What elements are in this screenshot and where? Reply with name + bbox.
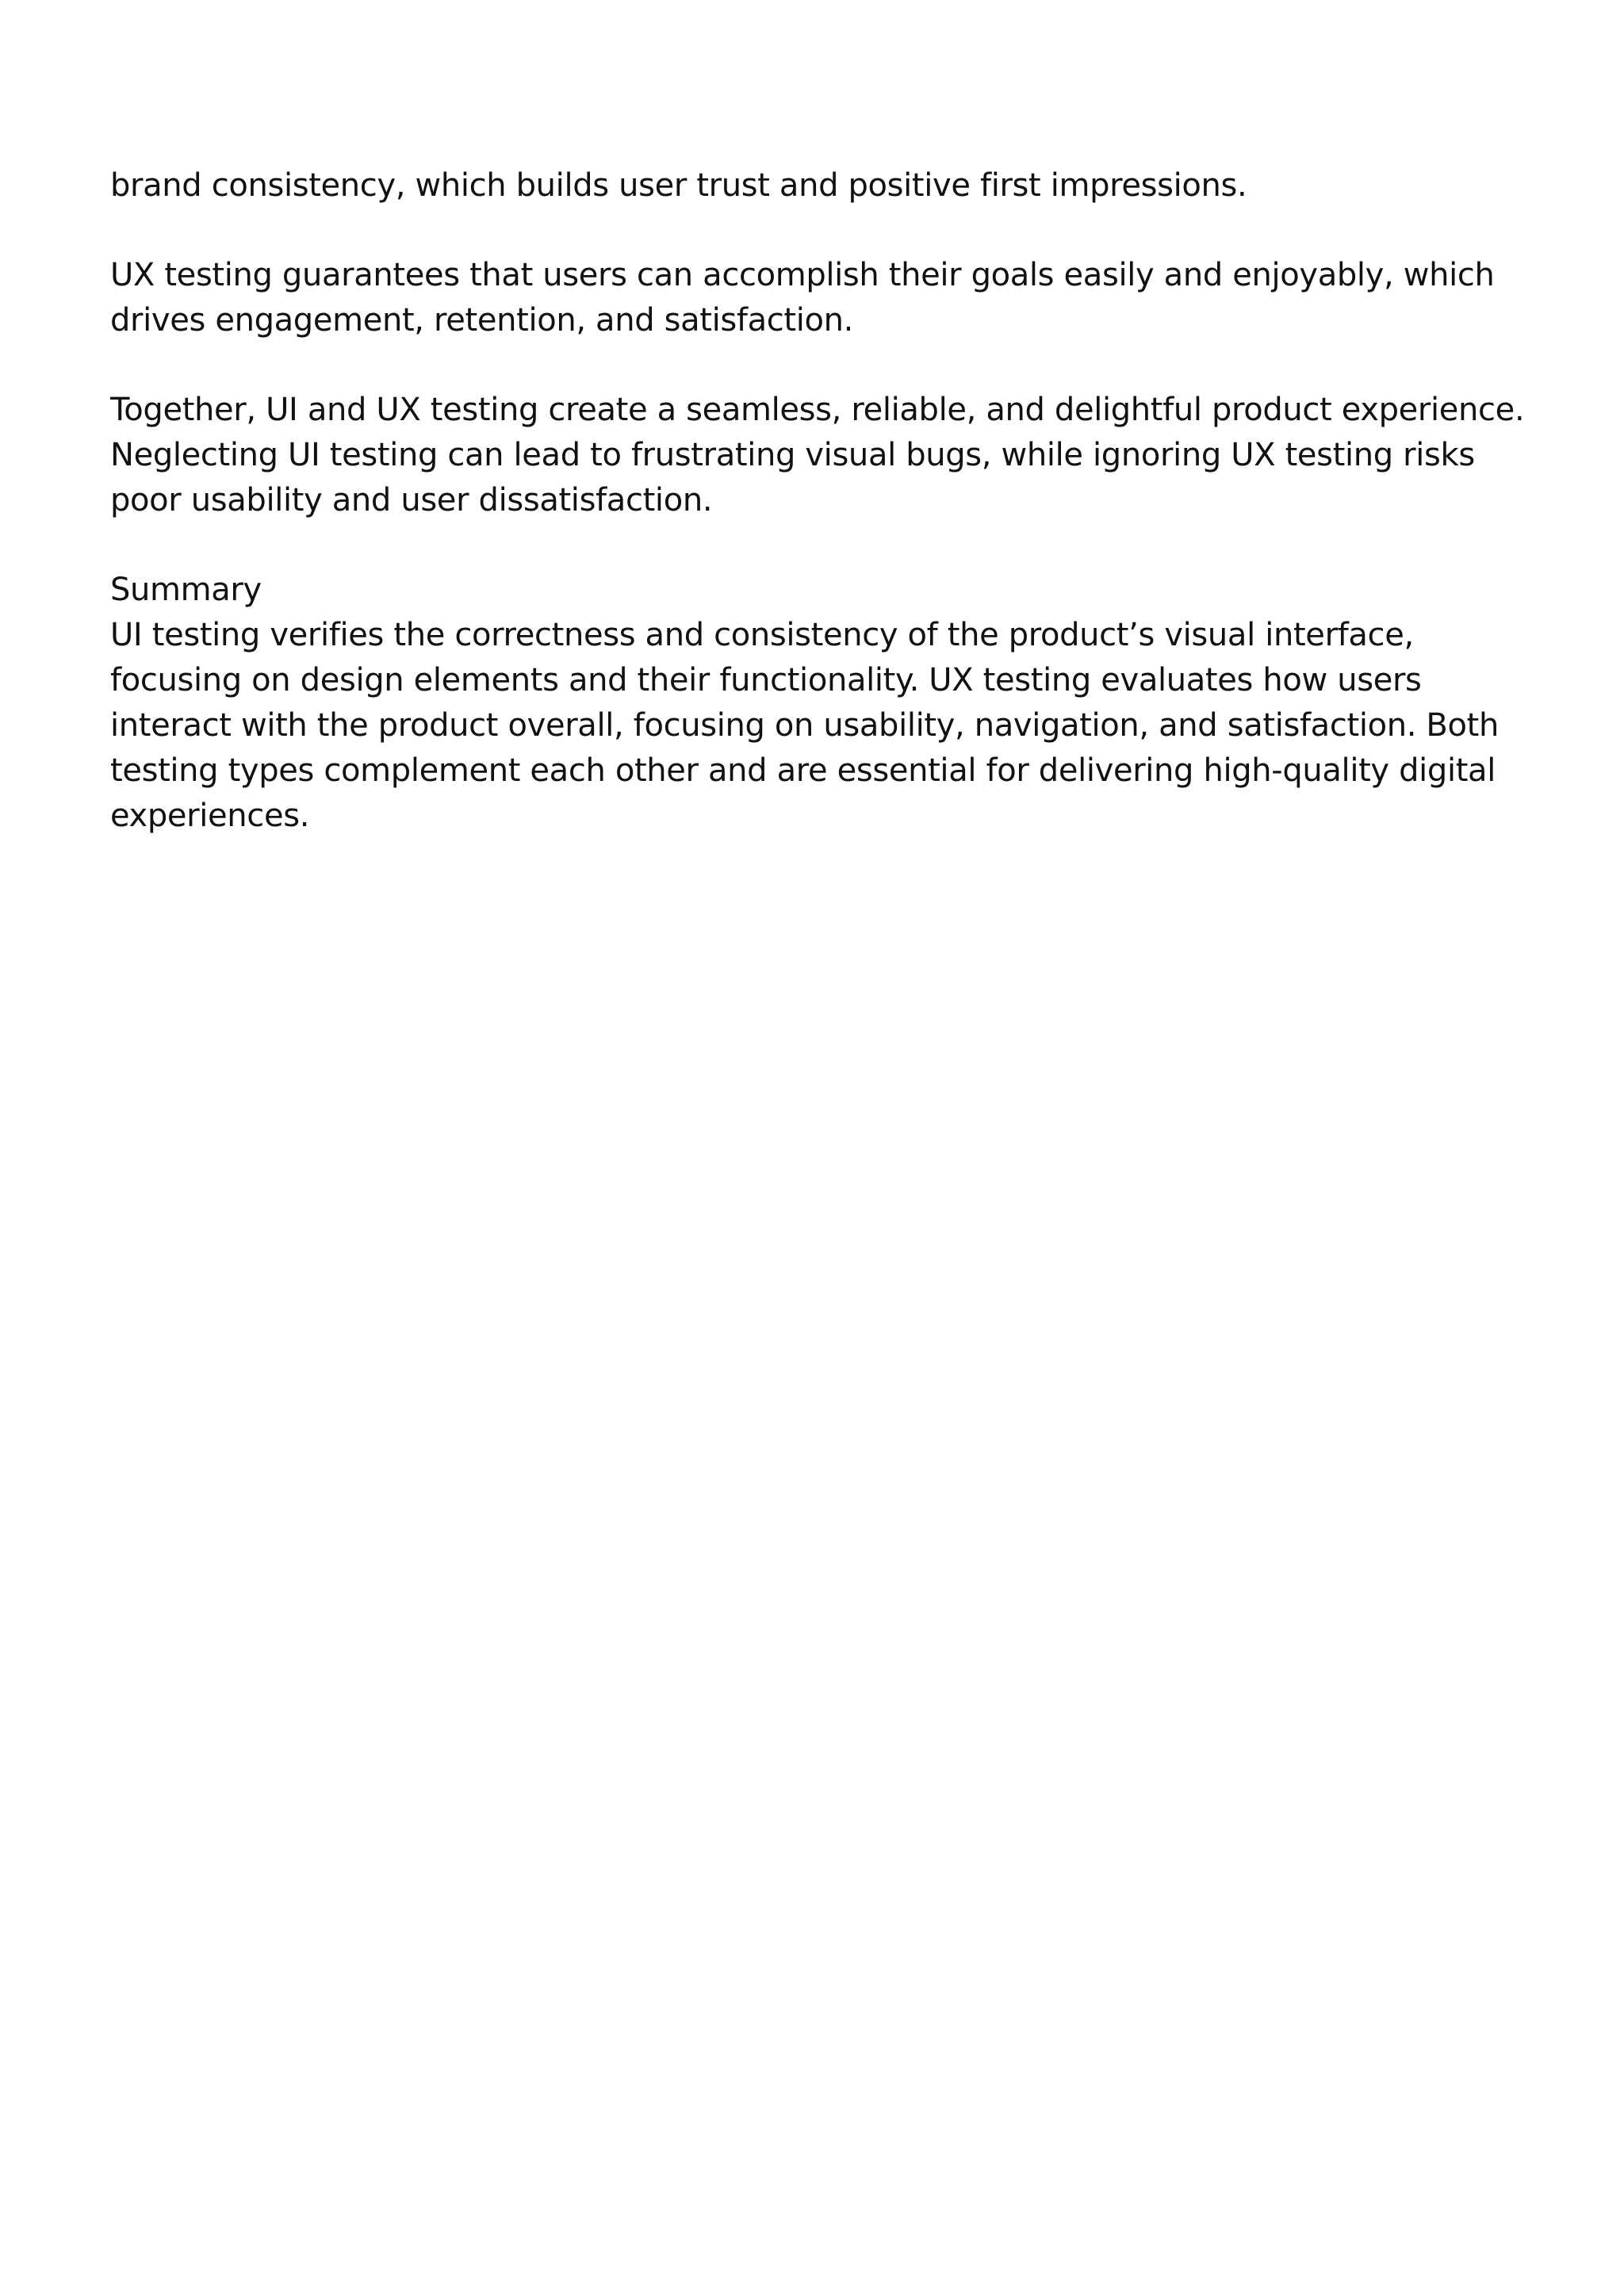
text-line: experiences. xyxy=(110,798,310,834)
paragraph-together xyxy=(110,388,1545,523)
document-body xyxy=(110,163,1545,839)
text-line: drives engagement, retention, and satisfaction. xyxy=(110,302,853,339)
paragraph-summary xyxy=(110,568,1545,839)
text-line: Neglecting UI testing can lead to frustrating visual bugs, while ignoring UX testing risks xyxy=(110,437,1475,473)
paragraph-spacer xyxy=(110,209,1545,253)
text-line: poor usability and user dissatisfaction. xyxy=(110,482,713,519)
text-line: brand consistency, which builds user trust and positive first impressions. xyxy=(110,167,1247,204)
text-line: focusing on design elements and their functionality. UX testing evaluates how users xyxy=(110,662,1422,698)
paragraph-spacer xyxy=(110,343,1545,388)
text-line: interact with the product overall, focusing on usability, navigation, and satisfaction. Both xyxy=(110,707,1499,744)
text-line: UX testing guarantees that users can accomplish their goals easily and enjoyably, which xyxy=(110,257,1495,293)
paragraph-ux-testing xyxy=(110,253,1545,343)
text-line: UI testing verifies the correctness and consistency of the product’s visual interface, xyxy=(110,617,1414,653)
paragraph-spacer xyxy=(110,523,1545,568)
text-line: Together, UI and UX testing create a seamless, reliable, and delightful product experience. xyxy=(110,392,1525,428)
text-line: testing types complement each other and are essential for delivering high-quality digital xyxy=(110,752,1496,789)
summary-heading: Summary xyxy=(110,572,262,608)
paragraph-brand-consistency xyxy=(110,163,1545,209)
